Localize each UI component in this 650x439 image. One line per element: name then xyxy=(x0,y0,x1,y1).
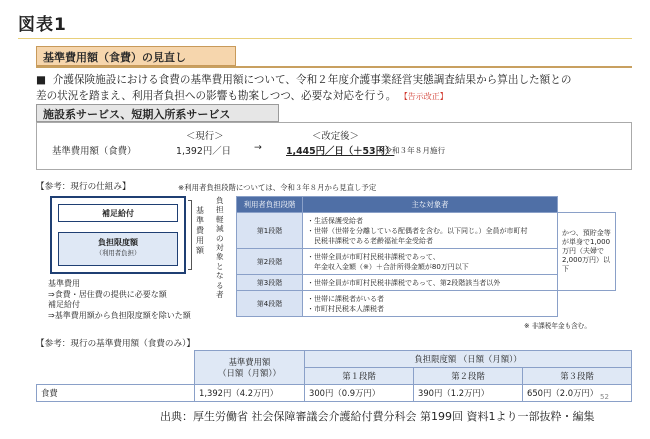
asset-condition-note: かつ、預貯金等が単身で1,000万円（夫婦で2,000万円）以下 xyxy=(558,213,616,291)
col-header-stage-3: 第３段階 xyxy=(523,368,632,385)
title-divider xyxy=(18,38,632,39)
cell-stage-3: 650円（2.0万円） xyxy=(523,385,632,402)
revised-value: 1,445円／日（＋53円） xyxy=(286,146,395,157)
supplementary-benefit-box: 補足給付 xyxy=(58,204,178,222)
vertical-target-label: 負担軽減の対象となる者 xyxy=(216,196,224,300)
cell-stage-2: 390円（1.2万円） xyxy=(414,385,523,402)
lead-line-2: 差の状況を踏まえ、利用者負担への影響も勘案しつつ、必要な対応を行う。 【告示改正】 xyxy=(36,90,448,102)
burden-stage-table xyxy=(236,196,616,317)
table-row: 第1段階 ・生活保護受給者 ・世帯（世帯を分離している配偶者を含む。以下同じ。）全員が市町村 民税非課税である老齢福祉年金受給者 かつ、預貯金等が単身で1,000万円（夫婦で2,000万円）以下 xyxy=(237,213,616,249)
col-header-stage-1: 第１段階 xyxy=(305,368,414,385)
table-row: 第4段階 ・世帯に課税者がいる者 ・市町村民税本人課税者 xyxy=(237,291,616,317)
revised-label: ＜改定後＞ xyxy=(312,131,359,142)
current-label: ＜現行＞ xyxy=(186,131,224,142)
lead-line-1: ■ 介護保険施設における食費の基準費用額について、令和２年度介護事業経営実態調査結果から算出した額との xyxy=(36,74,572,86)
table-header-row xyxy=(237,197,616,213)
col-header-base-unit: （日額（月額）） xyxy=(218,367,281,378)
section-heading-base-cost: 基準費用額（食費）の見直し xyxy=(36,46,236,66)
base-cost-table xyxy=(36,350,632,402)
page-number: 52 xyxy=(600,393,609,401)
bullet-marker: ■ xyxy=(36,74,47,86)
vertical-base-cost: 基準費用額 xyxy=(196,206,204,255)
cell-stage-1: 300円（0.9万円） xyxy=(305,385,414,402)
item-label: 基準費用額（食費） xyxy=(52,146,137,157)
col-header-limit: 負担限度額 （日額（月額）） xyxy=(305,351,632,368)
section-divider xyxy=(36,66,632,68)
reference-note: ※利用者負担段階については、令和３年８月から見直し予定 xyxy=(178,183,377,192)
figure-title: 図表1 xyxy=(18,15,67,35)
mechanism-legend: 基準費用 ⇒食費・居住費の提供に必要な額 補足給付 ⇒基準費用額から負担限度額を除いた額 xyxy=(48,279,191,320)
col-header-base: 基準費用額 xyxy=(228,356,271,367)
source-caption: 出典：厚生労働省 社会保障審議会介護給付費分科会 第199回 資料1より一部抜粋・編集 xyxy=(160,410,595,423)
revision-tag: 【告示改正】 xyxy=(399,92,448,101)
cell-base-value: 1,392円（4.2万円） xyxy=(195,385,305,402)
burden-limit-box xyxy=(58,232,178,266)
table-footnote: ※ 非課税年金も含む。 xyxy=(524,322,591,330)
reference-heading: 【参考：現行の仕組み】 xyxy=(36,182,131,192)
base-table-heading: 【参考：現行の基準費用額（食費のみ）】 xyxy=(36,339,195,349)
lead-paragraph xyxy=(36,72,632,105)
section-heading-services: 施設系サービス、短期入所系サービス xyxy=(36,104,279,122)
bracket xyxy=(188,200,192,270)
burden-limit-sub: （利用者負担） xyxy=(95,249,141,257)
current-value: 1,392円／日 xyxy=(176,146,231,157)
col-header-target: 主な対象者 xyxy=(303,197,558,213)
burden-limit-label: 負担限度額 xyxy=(98,238,138,247)
effective-note: ※令和３年８月施行 xyxy=(378,146,446,155)
col-header-stage: 利用者負担段階 xyxy=(237,197,303,213)
arrow-icon: → xyxy=(254,142,262,153)
col-header-stage-2: 第２段階 xyxy=(414,368,523,385)
table-row xyxy=(37,385,632,402)
row-label-food: 食費 xyxy=(37,385,195,402)
table-row: 第3段階 ・世帯全員が市町村民税非課税であって、第2段階該当者以外 xyxy=(237,275,616,291)
table-row: 第2段階 ・世帯全員が市町村民税非課税であって、 年金収入金額（※）＋合計所得金額が80万円以下 xyxy=(237,249,616,275)
